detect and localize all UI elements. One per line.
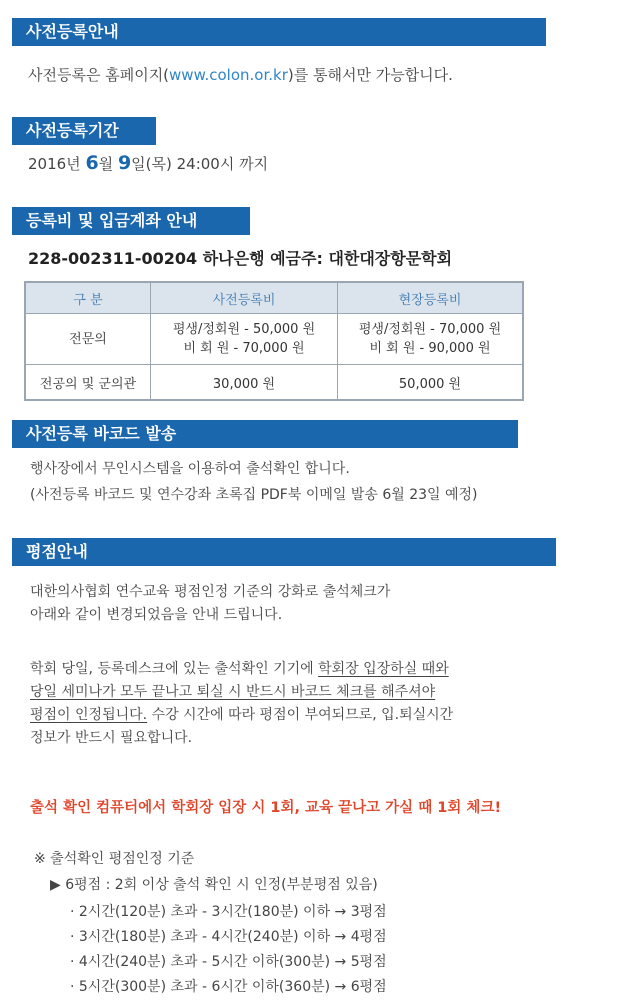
bank-account: 228-002311-00204 하나은행 예금주: 대한대장항문학회	[28, 249, 453, 268]
section-header-prereg-info	[12, 18, 546, 46]
row-category: 전공의 및 군의관	[25, 365, 151, 401]
header-category: 구 분	[25, 282, 151, 314]
criteria-item: · 3시간(180분) 초과 - 4시간(240분) 이하 → 4평점	[70, 929, 387, 945]
paragraph-line: 대한의사협회 연수교육 평점인정 기준의 강화로 출석체크가	[30, 584, 391, 600]
fee-line: 비 회 원 - 90,000 원	[369, 341, 491, 356]
fee-line: 평생/정회원 - 50,000 원	[172, 322, 316, 337]
paragraph-line: 정보가 반드시 필요합니다.	[30, 730, 193, 746]
period-month-unit: 월	[98, 155, 118, 173]
paragraph-line	[30, 658, 453, 681]
p2-underline: 학회장 입장하실 때와	[318, 661, 449, 677]
fee-line: 평생/정회원 - 70,000 원	[358, 322, 502, 337]
section-header-fee	[12, 207, 250, 235]
prereg-info-text	[28, 64, 453, 85]
section-header-prereg-period	[12, 117, 156, 145]
homepage-link[interactable]: www.colon.or.kr	[169, 66, 288, 84]
p2-underline: 평점이 인정됩니다.	[30, 707, 148, 723]
prereg-text-prefix: 사전등록은 홈페이지(	[28, 66, 170, 84]
header-prereg-fee: 사전등록비	[151, 282, 338, 314]
row-onsite-fee: 50,000 원	[338, 365, 524, 401]
section-title: 사전등록기간	[26, 121, 119, 140]
score-paragraph-1	[30, 581, 390, 627]
criteria-item: · 5시간(300분) 초과 - 6시간 이하(360분) → 6평점	[70, 979, 387, 995]
section-title: 사전등록안내	[26, 22, 119, 41]
row-onsite-fee	[338, 314, 524, 365]
criteria-item: · 4시간(240분) 초과 - 5시간 이하(300분) → 5평점	[70, 954, 387, 970]
table-row	[25, 314, 523, 365]
period-month: 6	[85, 152, 99, 174]
fee-table	[24, 281, 524, 401]
section-header-barcode	[12, 420, 518, 448]
score-paragraph-2	[30, 658, 453, 750]
prereg-text-suffix: )를 통해서만 가능합니다.	[287, 66, 453, 84]
table-row	[25, 365, 523, 401]
row-category: 전문의	[25, 314, 151, 365]
section-title: 사전등록 바코드 발송	[26, 424, 177, 443]
table-header-row	[25, 282, 523, 314]
criteria-title: ※ 출석확인 평점인정 기준	[34, 851, 195, 867]
paragraph-line: 아래와 같이 변경되었음을 안내 드립니다.	[30, 607, 283, 623]
fee-line: 비 회 원 - 70,000 원	[183, 341, 305, 356]
prereg-period-text	[28, 152, 268, 174]
header-onsite-fee: 현장등록비	[338, 282, 524, 314]
period-day-unit: 일(목) 24:00시 까지	[131, 155, 269, 173]
p2-text: 학회 당일, 등록데스크에 있는 출석확인 기기에	[30, 661, 319, 677]
section-title: 평점안내	[26, 542, 88, 561]
barcode-line-1: 행사장에서 무인시스템을 이용하여 출석확인 합니다.	[30, 461, 350, 477]
row-prereg-fee: 30,000 원	[151, 365, 338, 401]
p2-text: 수강 시간에 따라 평점이 부여되므로, 입.퇴실시간	[147, 707, 454, 723]
paragraph-line	[30, 681, 453, 704]
section-header-score	[12, 538, 556, 566]
criteria-subtitle: ▶ 6평점 : 2회 이상 출석 확인 시 인정(부분평점 있음)	[50, 877, 378, 893]
criteria-item: · 2시간(120분) 초과 - 3시간(180분) 이하 → 3평점	[70, 904, 387, 920]
p2-underline: 당일 세미나가 모두 끝나고 퇴실 시 반드시 바코드 체크를 해주셔야	[30, 684, 436, 700]
attendance-notice: 출석 확인 컴퓨터에서 학회장 입장 시 1회, 교육 끝나고 가실 때 1회 체크!	[30, 800, 502, 816]
row-prereg-fee	[151, 314, 338, 365]
period-year: 2016년	[28, 155, 86, 173]
section-title: 등록비 및 입금계좌 안내	[26, 211, 198, 230]
paragraph-line	[30, 704, 453, 727]
period-day: 9	[117, 152, 132, 174]
barcode-line-2: (사전등록 바코드 및 연수강좌 초록집 PDF북 이메일 발송 6월 23일 예정)	[30, 487, 478, 503]
